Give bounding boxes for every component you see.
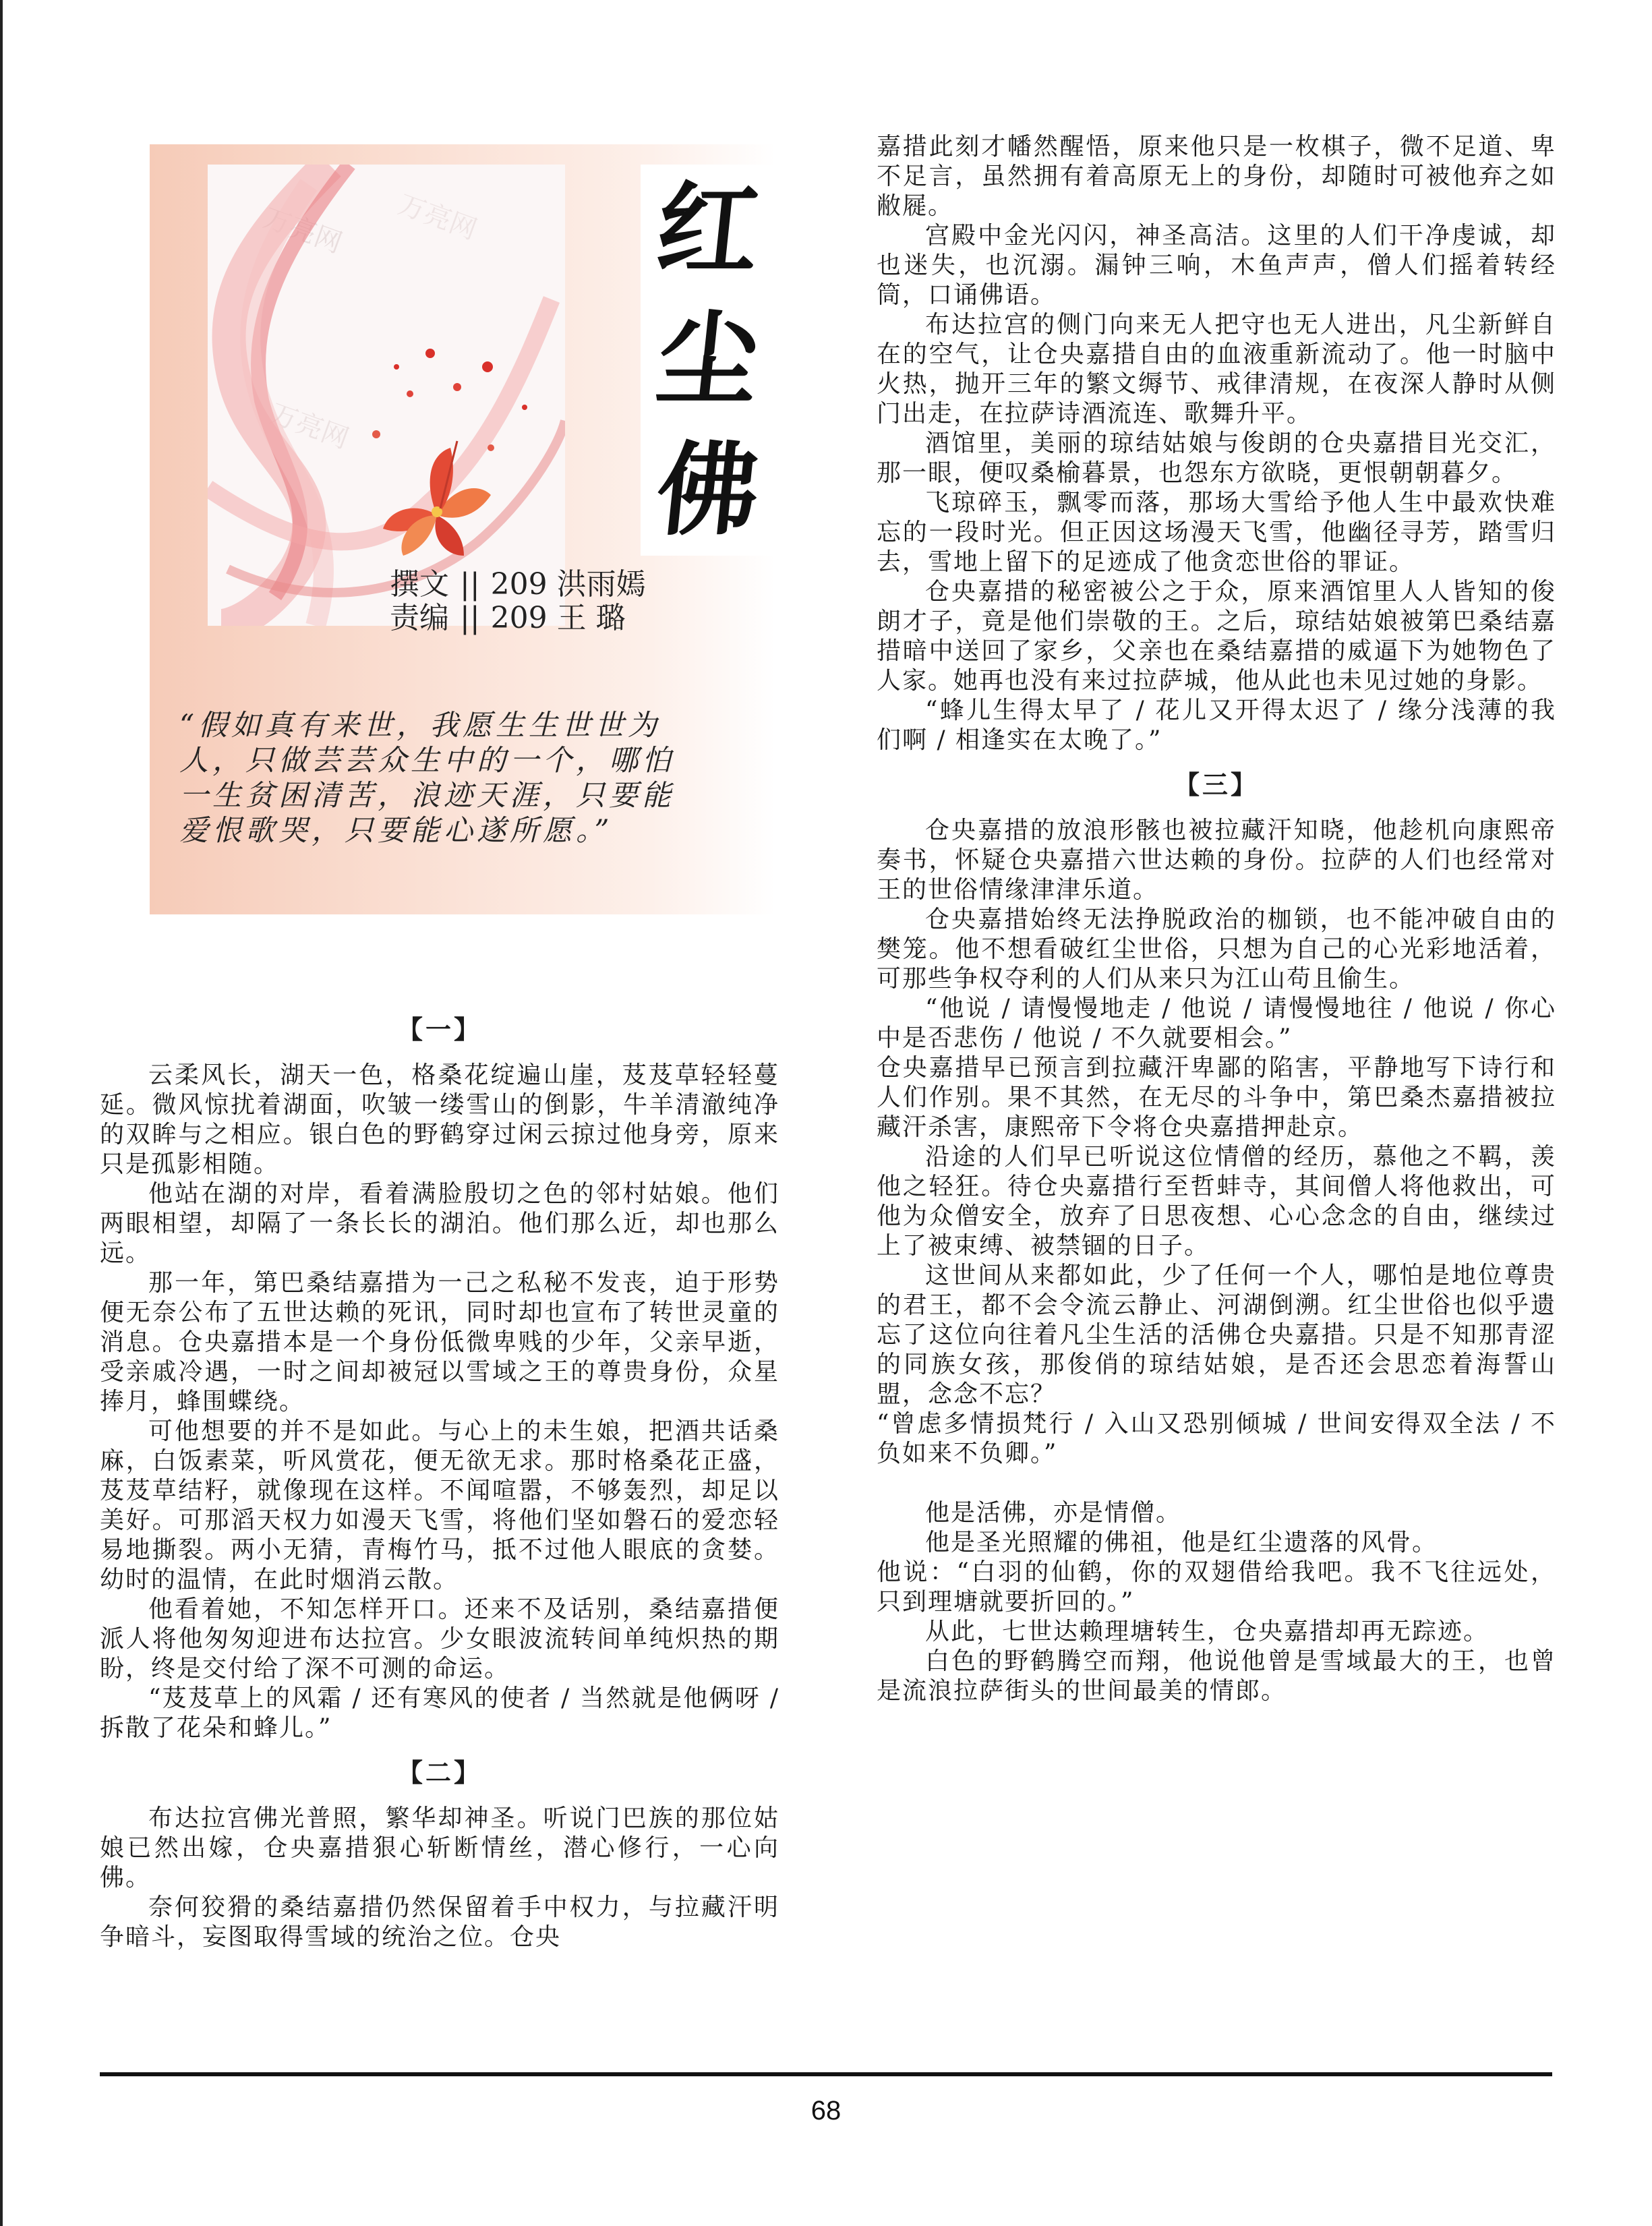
paragraph: 云柔风长，湖天一色，格桑花绽遍山崖，芨芨草轻轻蔓延。微风惊扰着湖面，吹皱一缕雪山的倒影，牛羊清澈纯净的双眸与之相应。银白色的野鹤穿过闲云掠过他身旁，原来只是孤影相随。 <box>100 1061 779 1178</box>
title-vertical <box>641 165 775 556</box>
poem-paragraph: “芨芨草上的风霜 / 还有寒风的使者 / 当然就是他俩呀 / 拆散了花朵和蜂儿。” <box>100 1685 779 1742</box>
paragraph: 可他想要的并不是如此。与心上的未生娘，把酒共话桑麻，白饭素菜，听风赏花，便无欲无求。那时格桑花正盛，芨芨草结籽，就像现在这样。不闻喧嚣，不够轰烈，却足以美好。可那滔天权力如漫天飞雪，将他们坚如磐石的爱恋轻易地撕裂。两小无猜，青梅竹马，抵不过他人眼底的贪婪。幼时的温情，在此时烟消云散。 <box>100 1417 779 1593</box>
epigraph-quote: “假如真有来世，我愿生生世世为人，只做芸芸众生中的一个，哪怕一生贫困清苦，浪迹天涯，只要能爱恨歌哭，只要能心遂所愿。” <box>179 709 675 848</box>
section-heading: 【二】 <box>396 1757 482 1788</box>
credit-separator: || <box>460 601 480 635</box>
credit-separator: || <box>460 567 480 602</box>
paragraph: 布达拉宫的侧门向来无人把守也无人进出，凡尘新鲜自在的空气，让仓央嘉措自由的血液重新流动了。他一时脑中火热，抛开三年的繁文缛节、戒律清规，在夜深人静时从侧门出走，在拉萨诗酒流连、歌舞升平。 <box>877 311 1556 428</box>
paragraph: 沿途的人们早已听说这位情僧的经历，慕他之不羁，羡他之轻狂。待仓央嘉措行至哲蚌寺，其间僧人将他救出，可他为众僧安全，放弃了日思夜想、心心念念的自由，继续过上了被束缚、被禁锢的日子。 <box>877 1143 1556 1260</box>
title-char: 红 <box>651 170 765 289</box>
paragraph: 从此，七世达赖理塘转生，仓央嘉措却再无踪迹。 <box>925 1618 1489 1645</box>
paragraph: 仓央嘉措的放浪形骸也被拉藏汗知晓，他趁机向康熙帝奏书，怀疑仓央嘉措六世达赖的身份。拉萨的人们也经常对王的世俗情缘津津乐道。 <box>877 817 1556 904</box>
poem-paragraph: “曾虑多情损梵行 / 入山又恐别倾城 / 世间安得双全法 / 不负如来不负卿。” <box>877 1410 1556 1467</box>
paragraph: 嘉措此刻才幡然醒悟，原来他只是一枚棋子，微不足道、卑不足言，虽然拥有着高原无上的身份，却随时可被他弃之如敝屣。 <box>877 133 1556 220</box>
paragraph: 他是圣光照耀的佛祖，他是红尘遗落的风骨。 <box>925 1529 1438 1556</box>
silk-petal-image <box>208 165 565 626</box>
paragraph: 这世间从来都如此，少了任何一个人，哪怕是地位尊贵的君王，都不会令流云静止、河湖倒溯。红尘世俗也似乎遗忘了这位向往着凡尘生活的活佛仓央嘉措。只是不知那青涩的同族女孩，那俊俏的琼结姑娘，是否还会思恋着海誓山盟，念念不忘？ <box>877 1262 1556 1408</box>
paragraph: 布达拉宫佛光普照，繁华却神圣。听说门巴族的那位姑娘已然出嫁，仓央嘉措狠心斩断情丝，潜心修行，一心向佛。 <box>100 1805 779 1892</box>
credit-name: 209 王 璐 <box>490 601 626 635</box>
paragraph: 仓央嘉措的秘密被公之于众，原来酒馆里人人皆知的俊朗才子，竟是他们崇敬的王。之后，琼结姑娘被第巴桑结嘉措暗中送回了家乡，父亲也在桑结嘉措的威逼下为她物色了人家。她再也没有来过拉萨城，他从此也未见过她的身影。 <box>877 578 1556 695</box>
paragraph: 他看着她，不知怎样开口。还来不及话别，桑结嘉措便派人将他匆匆迎进布达拉宫。少女眼波流转间单纯炽热的期盼，终是交付给了深不可测的命运。 <box>100 1595 779 1682</box>
paragraph: 他站在湖的对岸，看着满脸殷切之色的邻村姑娘。他们两眼相望，却隔了一条长长的湖泊。他们那么近，却也那么远。 <box>100 1180 779 1267</box>
paragraph: 仓央嘉措始终无法挣脱政治的枷锁，也不能冲破自由的樊笼。他不想看破红尘世俗，只想为自己的心光彩地活着，可那些争权夺利的人们从来只为江山苟且偷生。 <box>877 906 1556 993</box>
credit-role: 责编 <box>390 601 449 635</box>
red-silk-illustration <box>208 165 565 626</box>
section-heading: 【一】 <box>396 1014 482 1045</box>
section-heading: 【三】 <box>1173 769 1259 800</box>
paragraph: 白色的野鹤腾空而翔，他说他曾是雪域最大的王，也曾是流浪拉萨街头的世间最美的情郎。 <box>877 1647 1556 1705</box>
paragraph: 那一年，第巴桑结嘉措为一己之私秘不发丧，迫于形势便无奈公布了五世达赖的死讯，同时却也宣布了转世灵童的消息。仓央嘉措本是一个身份低微卑贱的少年，父亲早逝，受亲戚冷遇，一时之间却被冠以雪域之王的尊贵身份，众星捧月，蜂围蝶绕。 <box>100 1269 779 1415</box>
paragraph: 奈何狡猾的桑结嘉措仍然保留着手中权力，与拉藏汗明争暗斗，妄图取得雪域的统治之位。仓央 <box>100 1894 779 1951</box>
paragraph: 飞琼碎玉，飘零而落，那场大雪给予他人生中最欢快难忘的一段时光。但正因这场漫天飞雪，他幽径寻芳，踏雪归去，雪地上留下的足迹成了他贪恋世俗的罪证。 <box>877 489 1556 576</box>
page-number: 68 <box>810 2096 842 2126</box>
credit-row-author <box>390 568 646 602</box>
watermark: 万亮网 <box>266 398 353 455</box>
right-column <box>877 132 1556 1706</box>
page-edge-line <box>0 0 3 2226</box>
header-panel <box>150 144 775 914</box>
credit-name: 209 洪雨嫣 <box>490 567 646 602</box>
left-column <box>100 1015 779 1952</box>
credit-row-editor <box>390 602 646 635</box>
paragraph: 他说：“白羽的仙鹤，你的双翅借给我吧。我不飞往远处，只到理塘就要折回的。” <box>877 1558 1556 1616</box>
watermark: 万亮网 <box>394 189 481 246</box>
title-char: 佛 <box>651 431 765 550</box>
title-char: 尘 <box>651 300 765 419</box>
poem-paragraph: “蜂儿生得太早了 / 花儿又开得太迟了 / 缘分浅薄的我们啊 / 相逢实在太晚了。” <box>877 697 1556 754</box>
footer-rule <box>100 2072 1552 2076</box>
paragraph: 他是活佛，亦是情僧。 <box>925 1499 1182 1527</box>
spacer <box>877 1469 1556 1498</box>
paragraph: 仓央嘉措早已预言到拉藏汗卑鄙的陷害，平静地写下诗行和人们作别。果不其然，在无尽的斗争中，第巴桑杰嘉措被拉藏汗杀害，康熙帝下令将仓央嘉措押赴京。 <box>877 1054 1556 1141</box>
paragraph: 酒馆里，美丽的琼结姑娘与俊朗的仓央嘉措目光交汇，那一眼，便叹桑榆暮景，也怨东方欲晓，更恨朝朝暮夕。 <box>877 430 1556 487</box>
credit-role: 撰文 <box>390 567 449 602</box>
poem-paragraph: “他说 / 请慢慢地走 / 他说 / 请慢慢地往 / 他说 / 你心中是否悲伤 / 他说 / 不久就要相会。” <box>877 995 1556 1052</box>
watermark: 万亮网 <box>259 202 347 260</box>
credits <box>390 568 646 635</box>
paragraph: 宫殿中金光闪闪，神圣高洁。这里的人们干净虔诚，却也迷失，也沉溺。漏钟三响，木鱼声声，僧人们摇着转经筒，口诵佛语。 <box>877 222 1556 309</box>
